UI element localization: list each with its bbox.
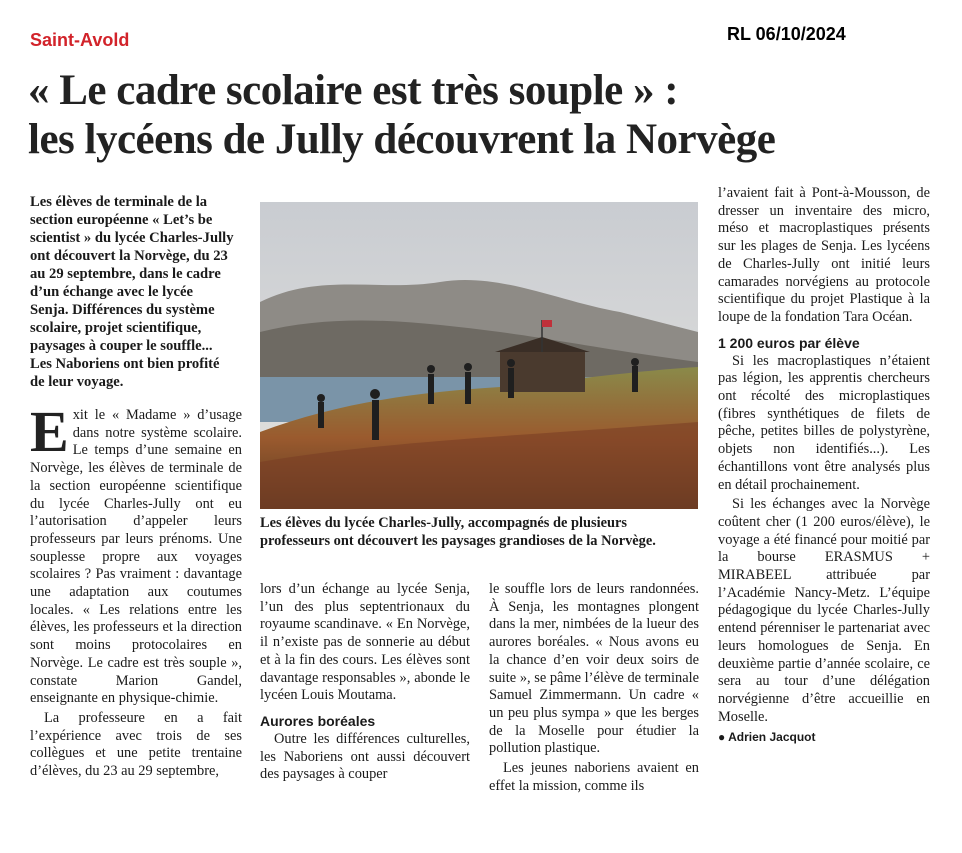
paragraph: Si les macroplastiques n’étaient pas légion, les apprentis chercheurs ont récolté des microplastiques (fibres synthétiques de filets de pêche, petites billes de polystyrène, objets non identifiés...). Les échantillons vont être analysés plus en détail prochainement. bbox=[718, 352, 930, 493]
subheading-aurores: Aurores boréales bbox=[260, 712, 376, 729]
drop-cap: E bbox=[30, 399, 69, 464]
author-byline: ● Adrien Jacquot bbox=[718, 730, 816, 745]
headline-line-2: les lycéens de Jully découvrent la Norvège bbox=[28, 116, 776, 163]
paragraph: Si les échanges avec la Norvège coûtent cher (1 200 euros/élève), le voyage a été financé pour moitié par la bourse ERASMUS + MIRABEEL attribuée par l’Académie Nancy-Metz. L’équipe pédagogique du lycée Charles-Jully entend pérenniser le partenariat avec leurs homologues de Senja. En deuxième partie d’année scolaire, ce sera au tour d’une délégation norvégienne d’être accueillie en Moselle. bbox=[718, 496, 930, 725]
article-photo bbox=[260, 202, 698, 509]
article-headline bbox=[28, 66, 948, 164]
section-label: Saint-Avold bbox=[30, 30, 130, 50]
publication-reference: RL 06/10/2024 bbox=[727, 24, 846, 44]
paragraph: Outre les différences culturelles, les Naboriens ont aussi découvert des paysages à couper bbox=[260, 730, 470, 783]
article-column-2 bbox=[260, 581, 470, 786]
paragraph: lors d’un échange au lycée Senja, l’un des plus septentrionaux du royaume scandinave. « En Norvège, il n’existe pas de sonnerie au début et à la fin des cours. Les élèves sont davantage responsables », abonde le lycéen Louis Moutama. bbox=[260, 581, 470, 704]
paragraph: le souffle lors de leurs randonnées. À Senja, les montagnes plongent dans la mer, nimbées de la lueur des aurores boréales. « Nous avons eu la chance d’en voir deux soirs de suite », se pâme l’élève de terminale Samuel Zimmermann. Un cadre « un peu plus sympa » que les berges de la Moselle pour étudier la pollution plastique. bbox=[489, 581, 699, 757]
paragraph-text: xit le « Madame » d’usage dans notre système scolaire. Le temps d’une semaine en Norvège, les élèves de terminale de la section européenne scientifique du lycée Charles-Jully ont eu l’autorisation d’appeler leurs professeurs par leurs prénoms. Une souplesse propre aux voyages scolaires ? Pas vraiment : davantage une adaptation aux coutumes locales. « Les relations entre les élèves, les professeurs et la direction sont moins protocolaires en Norvège. Le cadre est très souple », constate Marion Gandel, enseignante en physique-chimie. bbox=[30, 407, 242, 707]
paragraph: La professeure en a fait l’expérience avec trois de ses collègues et une petite trentaine d’élèves, du 23 au 29 septembre, bbox=[30, 709, 242, 780]
paragraph: Les jeunes naboriens avaient en effet la mission, comme ils bbox=[489, 760, 699, 794]
subheading-euros: 1 200 euros par élève bbox=[718, 334, 860, 351]
photo-caption: Les élèves du lycée Charles-Jully, accompagnés de plusieurs professeurs ont découvert les paysages grandioses de la Norvège. bbox=[260, 515, 656, 549]
article-column-3 bbox=[489, 581, 699, 797]
norway-landscape-photo bbox=[260, 202, 698, 509]
headline-line-1: « Le cadre scolaire est très souple » : bbox=[28, 67, 679, 114]
article-column-4 bbox=[718, 185, 930, 747]
article-lead: Les élèves de terminale de la section européenne « Let’s be scientist » du lycée Charles-Jully ont découvert la Norvège, du 23 au 29 septembre, dans le cadre d’un échange avec le lycée Senja. Différences du système scolaire, projet scientifique, paysages à couper le souffle... Les Naboriens ont bien profité de leur voyage. bbox=[30, 194, 234, 390]
paragraph bbox=[30, 399, 242, 708]
paragraph: l’avaient fait à Pont-à-Mousson, de dresser un inventaire des micro, méso et macroplastiques présents sur les plages de Senja. Les lycéens de Charles-Jully ont initié leurs camarades norvégiens au protocole scientifique du projet Plastique à la loupe de la fondation Tara Océan. bbox=[718, 185, 930, 325]
article-column-1 bbox=[30, 399, 242, 783]
